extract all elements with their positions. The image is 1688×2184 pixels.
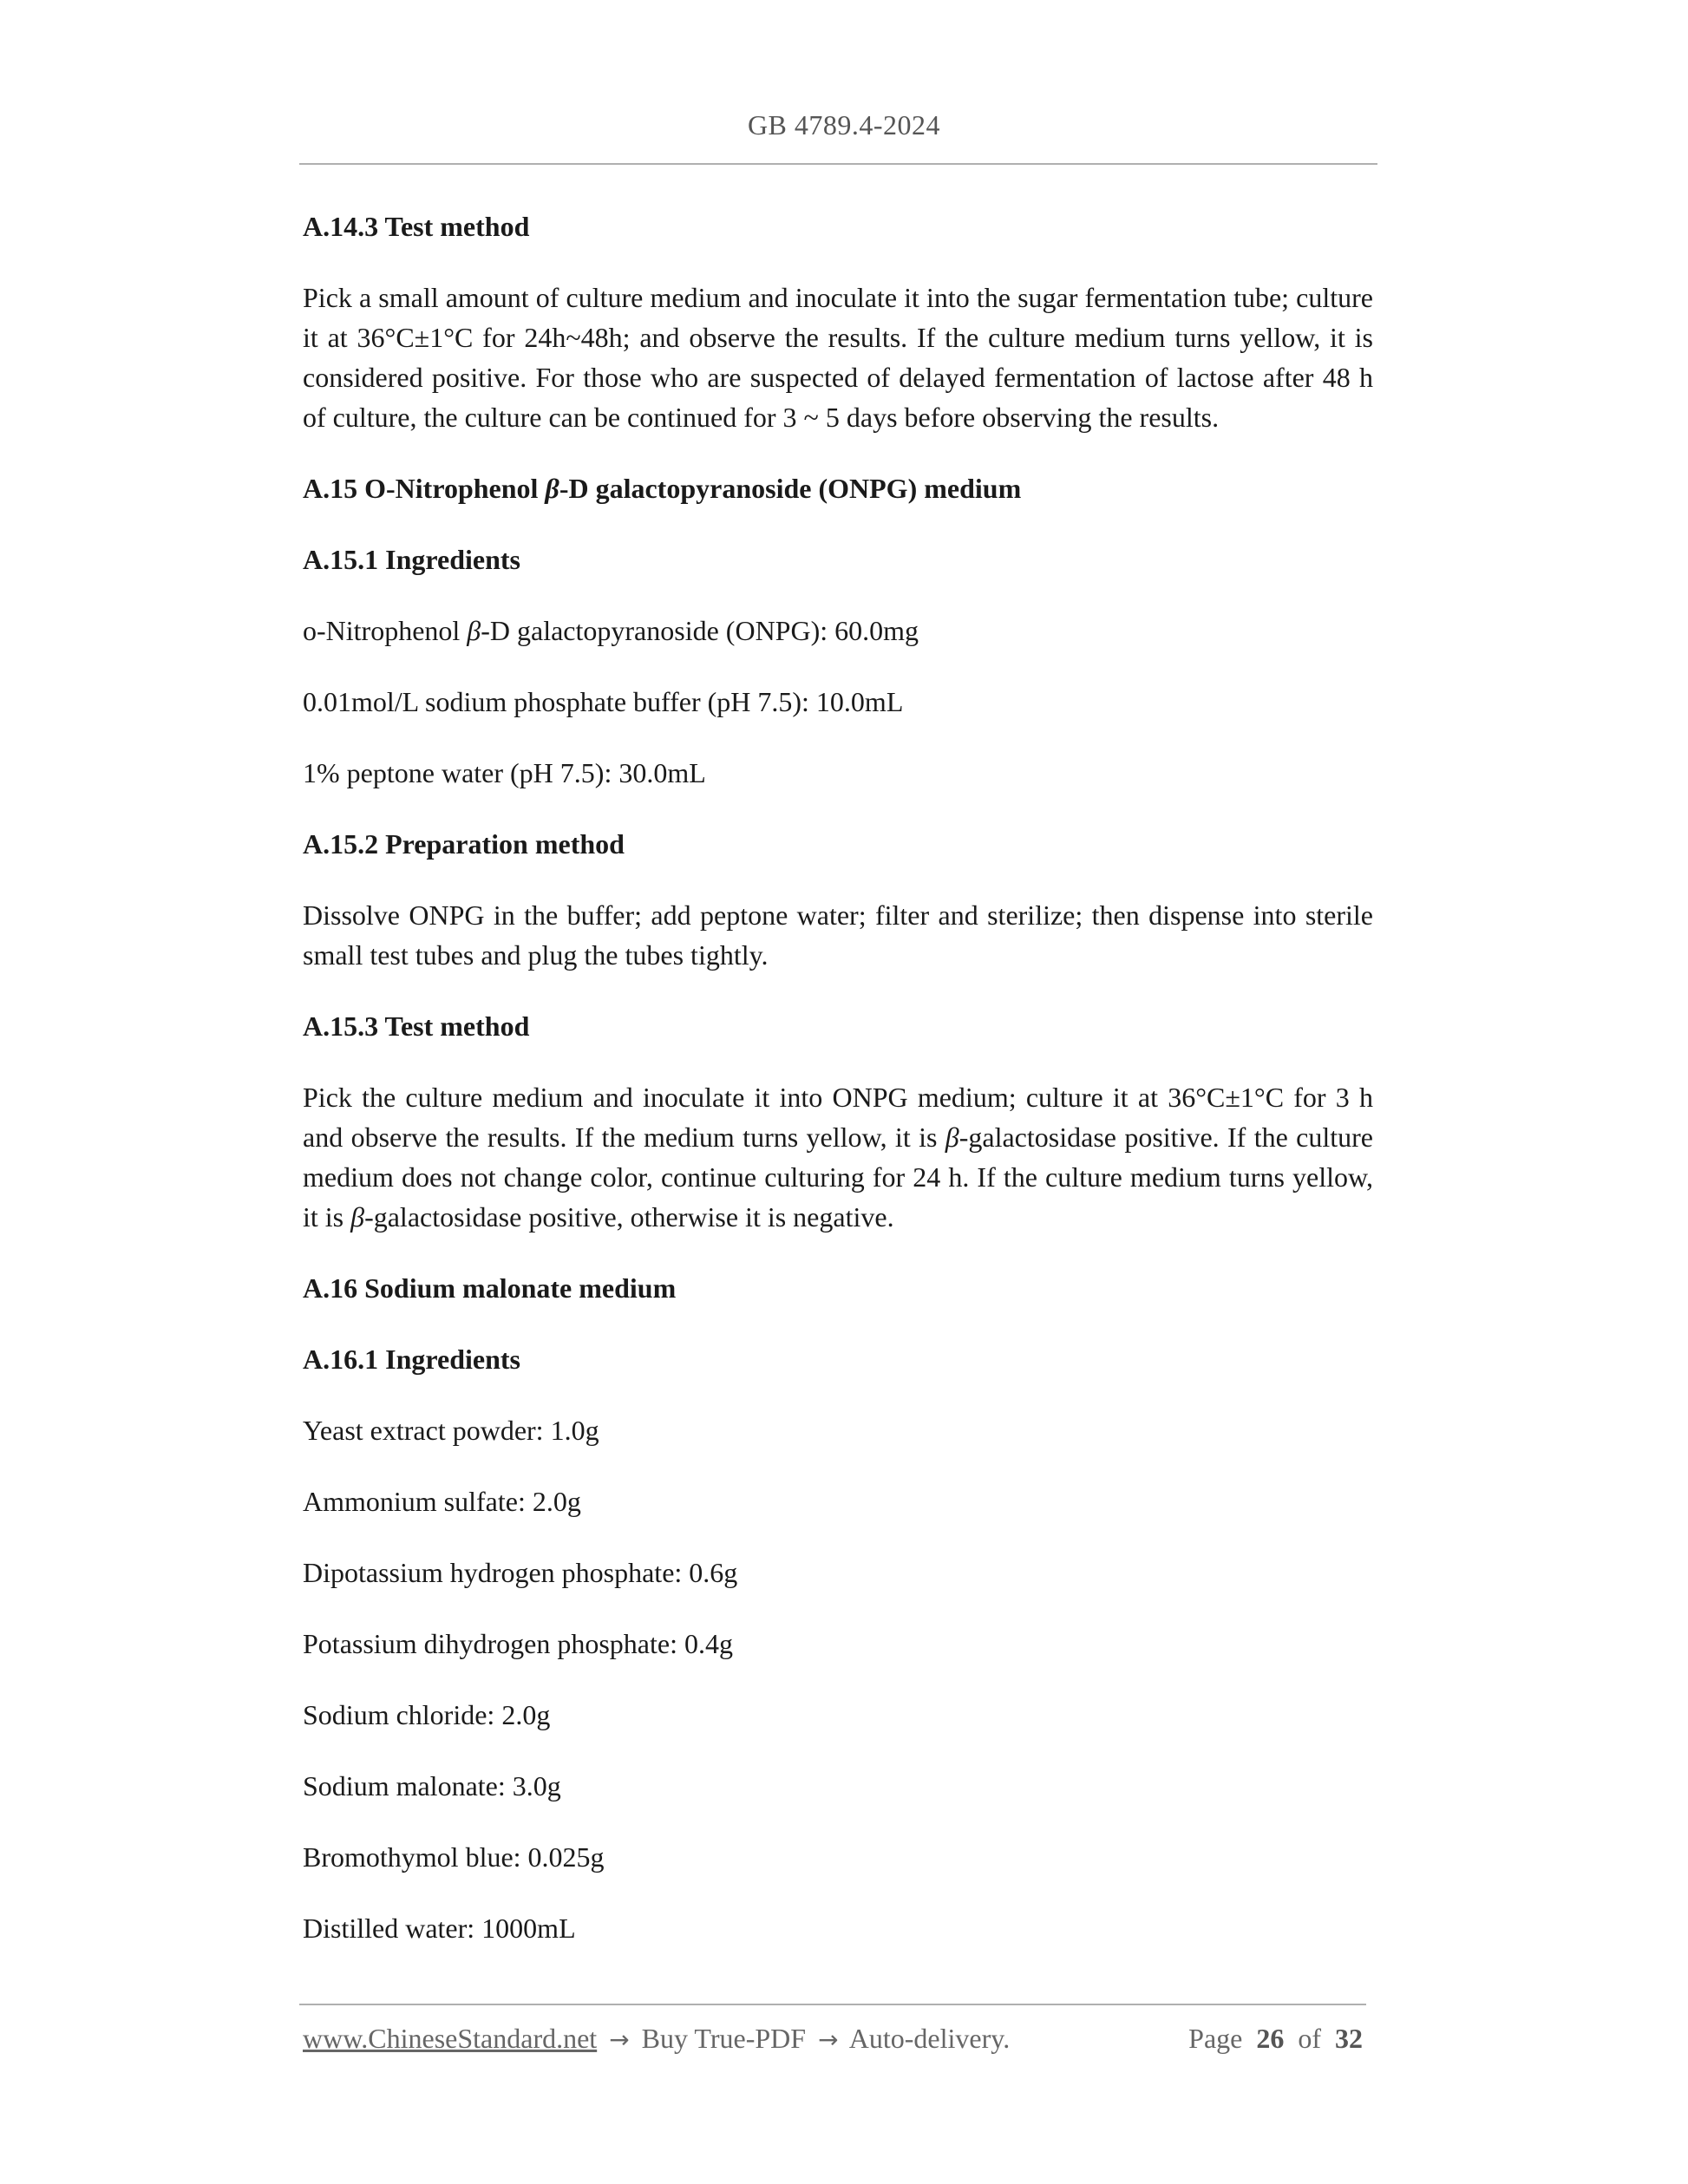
ingredient-item: Bromothymol blue: 0.025g [303, 1841, 605, 1873]
ingredient-item: Distilled water: 1000mL [303, 1913, 576, 1944]
page-label: Page [1188, 2023, 1243, 2054]
section-heading-a15 [303, 468, 1373, 508]
ingredient-item: Sodium chloride: 2.0g [303, 1699, 551, 1730]
page-number [1188, 2023, 1363, 2055]
page-current: 26 [1256, 2023, 1285, 2054]
ingredient-item: Dipotassium hydrogen phosphate: 0.6g [303, 1557, 738, 1588]
footer-promo [303, 2023, 1010, 2055]
paragraph-a15-2: Dissolve ONPG in the buffer; add peptone water; filter and sterilize; then dispense into sterile small test tubes and plug the tubes tightly. [303, 899, 1373, 971]
footer-divider [299, 2004, 1366, 2005]
section-heading-a15-2: A.15.2 Preparation method [303, 828, 625, 860]
heading-a15-suffix: -D galactopyranoside (ONPG) medium [559, 473, 1022, 504]
ingredient-onpg-prefix: o-Nitrophenol [303, 615, 468, 646]
of-label: of [1298, 2023, 1321, 2054]
paragraph-a15-3-part3: -galactosidase positive, otherwise it is negative. [364, 1201, 894, 1233]
arrow-right-icon: → [818, 2025, 839, 2054]
ingredient-item: Yeast extract powder: 1.0g [303, 1415, 599, 1446]
section-heading-a16-1: A.16.1 Ingredients [303, 1344, 520, 1375]
beta-symbol: β [945, 1121, 959, 1153]
ingredient-buffer: 0.01mol/L sodium phosphate buffer (pH 7.5): 10.0mL [303, 686, 904, 717]
beta-symbol: β [467, 615, 481, 646]
website-link[interactable]: www.ChineseStandard.net [303, 2023, 598, 2054]
ingredient-onpg [303, 611, 1373, 651]
paragraph-a15-3 [303, 1077, 1373, 1237]
document-body [303, 206, 1373, 1979]
ingredient-item: Ammonium sulfate: 2.0g [303, 1486, 581, 1517]
ingredient-item: Potassium dihydrogen phosphate: 0.4g [303, 1628, 733, 1659]
page-total: 32 [1335, 2023, 1363, 2054]
beta-symbol: β [545, 473, 559, 504]
arrow-right-icon: → [609, 2025, 630, 2054]
section-heading-a15-1: A.15.1 Ingredients [303, 544, 520, 575]
section-heading-a15-3: A.15.3 Test method [303, 1010, 530, 1042]
beta-symbol: β [350, 1201, 365, 1233]
paragraph-a14-3: Pick a small amount of culture medium and inoculate it into the sugar fermentation tube; culture it at 36°C±1°C for 24h~48h; and observe the results. If the culture medium turns yellow, it is considered positive. For those who are suspected of delayed fermentation of lactose after 48 h of culture, the culture can be continued for 3 ~ 5 days before observing the results. [303, 282, 1373, 433]
buy-pdf-text: Buy True-PDF [641, 2023, 807, 2054]
ingredient-peptone: 1% peptone water (pH 7.5): 30.0mL [303, 757, 706, 788]
section-heading-a14-3: A.14.3 Test method [303, 211, 530, 242]
page-footer [303, 2023, 1363, 2055]
paragraph-a15-3-part2: -galactosidase positive. If the culture medium does not change color, continue culturing for 24 h. If the culture medium turns yellow, it is [303, 1121, 1374, 1233]
auto-delivery-text: Auto-delivery. [848, 2023, 1011, 2054]
page-header-title: GB 4789.4-2024 [747, 109, 941, 141]
heading-a15-prefix: A.15 O-Nitrophenol [303, 473, 546, 504]
header-divider [299, 163, 1377, 165]
paragraph-a15-3-part1: Pick the culture medium and inoculate it into ONPG medium; culture it at 36°C±1°C for 3 h and observe the results. If the medium turns yellow, it is [303, 1082, 1373, 1153]
section-heading-a16: A.16 Sodium malonate medium [303, 1272, 677, 1304]
ingredient-item: Sodium malonate: 3.0g [303, 1770, 561, 1801]
ingredient-onpg-suffix: -D galactopyranoside (ONPG): 60.0mg [481, 615, 919, 646]
